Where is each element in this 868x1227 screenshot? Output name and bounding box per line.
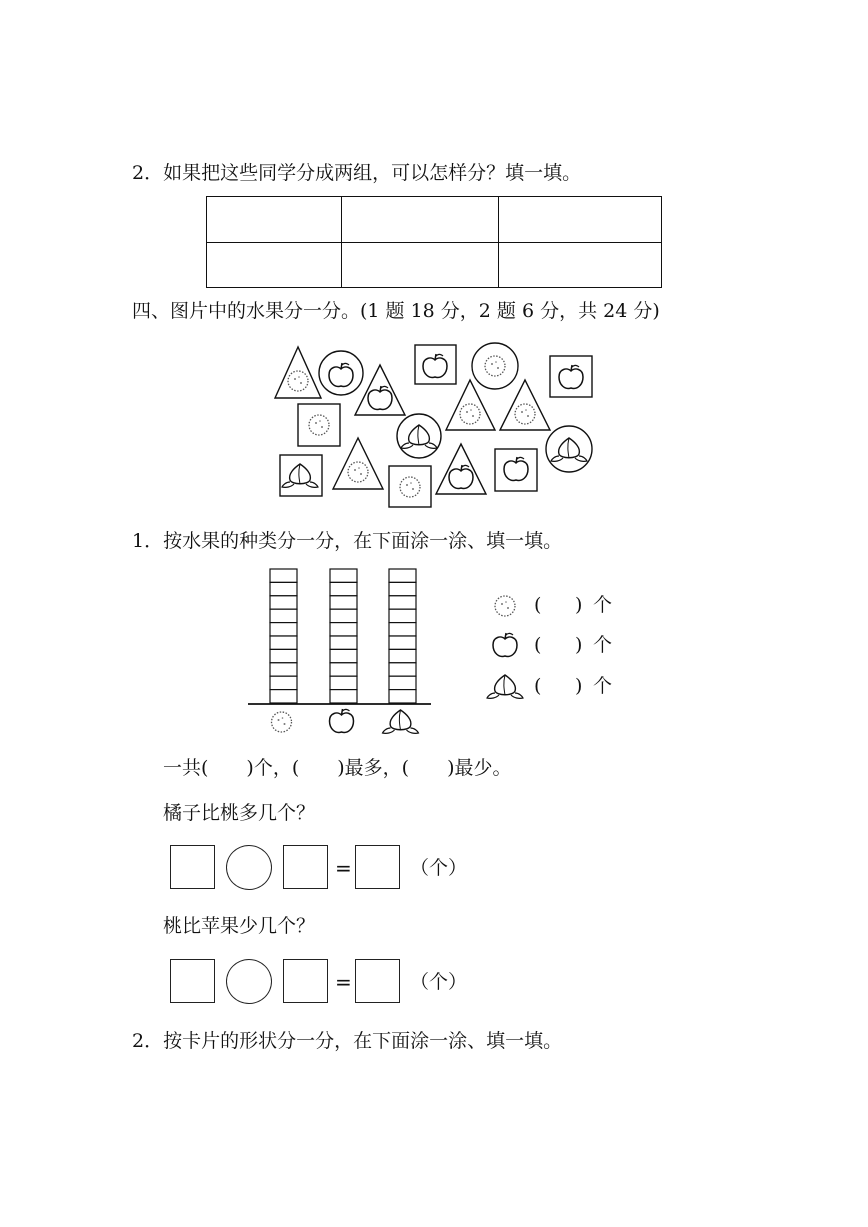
grid-cell[interactable] — [389, 596, 416, 609]
question-2-prev-text: 2．如果把这些同学分成两组，可以怎样分？填一填。 — [132, 162, 582, 184]
unit-label: 个 — [593, 634, 613, 656]
grid-cell[interactable] — [270, 690, 297, 703]
card-square-orange — [389, 466, 431, 507]
grid-cell[interactable] — [330, 690, 357, 703]
answer-box[interactable] — [170, 959, 215, 1003]
paren-open: ( — [534, 594, 542, 616]
paren-close: ) — [575, 634, 583, 656]
grid-cell[interactable] — [270, 636, 297, 649]
fill-in-bar-grid — [248, 569, 431, 733]
unit-label: 个 — [593, 594, 613, 616]
grid-cell[interactable] — [389, 582, 416, 595]
grid-cell[interactable] — [389, 569, 416, 582]
card-circle-orange — [472, 343, 518, 389]
paren-close: ) — [575, 675, 583, 697]
grid-cell[interactable] — [389, 623, 416, 636]
equals-sign: = — [335, 856, 352, 880]
grid-cell[interactable] — [330, 676, 357, 689]
grid-cell[interactable] — [270, 676, 297, 689]
card-circle-peach — [546, 426, 592, 472]
card-square-orange — [298, 404, 340, 446]
grid-cell[interactable] — [389, 690, 416, 703]
orange-icon — [272, 712, 292, 732]
peach-icon — [487, 675, 523, 698]
grid-cell[interactable] — [389, 636, 416, 649]
grid-cell[interactable] — [270, 649, 297, 662]
equals-sign: = — [335, 970, 352, 994]
answer-box[interactable] — [355, 959, 400, 1003]
summary-text: 一共( )个，( )最多，( )最少。 — [163, 757, 512, 779]
grid-cell[interactable] — [330, 569, 357, 582]
grid-column-orange — [270, 569, 297, 732]
paren-open: ( — [534, 675, 542, 697]
card-square-apple — [495, 449, 537, 491]
grid-cell[interactable] — [330, 636, 357, 649]
card-triangle-apple — [436, 444, 486, 494]
paren-open: ( — [534, 634, 542, 656]
card-circle-peach — [397, 414, 441, 458]
card-triangle-orange — [500, 380, 550, 430]
operator-circle[interactable] — [226, 959, 272, 1004]
grid-cell[interactable] — [389, 649, 416, 662]
unit-label: 个 — [593, 675, 613, 697]
paren-close: ) — [575, 594, 583, 616]
card-square-apple — [550, 356, 592, 397]
peach-icon — [383, 710, 419, 733]
grid-cell[interactable] — [270, 582, 297, 595]
answer-box[interactable] — [283, 959, 328, 1003]
count-row-icons — [487, 596, 523, 698]
grid-cell[interactable] — [330, 663, 357, 676]
grid-cell[interactable] — [270, 569, 297, 582]
section-4-title: 四、图片中的水果分一分。(1 题 18 分，2 题 6 分，共 24 分) — [132, 300, 660, 322]
card-square-peach — [280, 455, 322, 496]
grid-cell[interactable] — [389, 609, 416, 622]
grid-cell[interactable] — [330, 609, 357, 622]
grid-cell[interactable] — [330, 596, 357, 609]
grid-cell[interactable] — [270, 663, 297, 676]
sub-question-1: 橘子比桃多几个？ — [163, 802, 316, 824]
answer-box[interactable] — [355, 845, 400, 889]
grid-cell[interactable] — [270, 596, 297, 609]
grid-column-peach — [383, 569, 419, 733]
grid-cell[interactable] — [330, 582, 357, 595]
apple-icon — [330, 709, 354, 732]
question-1-text: 1．按水果的种类分一分，在下面涂一涂、填一填。 — [132, 530, 563, 552]
apple-icon — [493, 633, 517, 656]
card-circle-apple — [319, 351, 363, 395]
question-2-text: 2．按卡片的形状分一分，在下面涂一涂、填一填。 — [132, 1030, 563, 1052]
grid-column-apple — [330, 569, 358, 732]
grid-cell[interactable] — [270, 623, 297, 636]
card-square-apple — [415, 345, 456, 384]
unit-label: （个） — [410, 971, 468, 993]
grid-cell[interactable] — [270, 609, 297, 622]
answer-box[interactable] — [283, 845, 328, 889]
grid-cell[interactable] — [389, 663, 416, 676]
fruit-cards-picture — [275, 343, 592, 507]
unit-label: （个） — [410, 857, 468, 879]
card-triangle-orange — [275, 347, 321, 398]
grid-cell[interactable] — [330, 649, 357, 662]
orange-icon — [495, 596, 515, 616]
answer-box[interactable] — [170, 845, 215, 889]
grid-cell[interactable] — [389, 676, 416, 689]
sub-question-2: 桃比苹果少几个？ — [163, 915, 316, 937]
grid-cell[interactable] — [330, 623, 357, 636]
operator-circle[interactable] — [226, 845, 272, 890]
